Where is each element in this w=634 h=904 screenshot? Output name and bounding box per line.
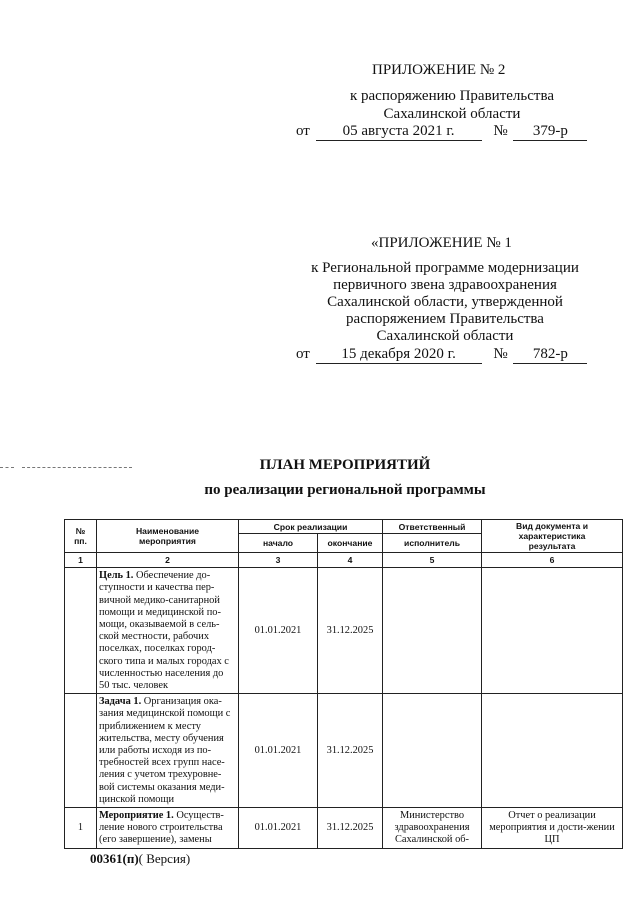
scan-mark: [0, 467, 14, 468]
from-label: от: [296, 346, 310, 362]
col-number: 3: [239, 553, 318, 568]
appendix2-title: ПРИЛОЖЕНИЕ № 2: [372, 62, 506, 78]
appendix1-line-1: первичного звена здравоохранения: [333, 277, 557, 293]
row-num: 1: [65, 808, 97, 849]
col-number: 5: [383, 553, 482, 568]
row-description: Задача 1. Организация ока-зания медицинской помощи с приближением к месту жительства, месту обучения или работы исходя из по-требностей всех групп насе-ления с учетом трехуровне-вой системы оказания меди-цинской помощи: [97, 694, 239, 808]
footer-code: [90, 851, 190, 867]
number-label: №: [493, 346, 508, 362]
header-name: Наименование мероприятия: [97, 520, 239, 553]
table-row: [65, 808, 623, 849]
row-responsible: [383, 694, 482, 808]
row-responsible: Министерство здравоохранения Сахалинской об-: [383, 808, 482, 849]
appendix1-line-3: распоряжением Правительства: [346, 311, 544, 327]
row-doc: [482, 694, 623, 808]
appendix2-line2: Сахалинской области: [383, 106, 521, 122]
plan-subtitle: по реализации региональной программы: [204, 482, 486, 498]
appendix1-line-2: Сахалинской области, утвержденной: [327, 294, 563, 310]
appendix1-line-4: Сахалинской области: [376, 328, 514, 344]
document-code: 00361(п): [90, 851, 139, 866]
header-start: начало: [239, 534, 318, 553]
row-start: 01.01.2021: [239, 694, 318, 808]
header-end: окончание: [318, 534, 383, 553]
document-version: ( Версия): [138, 851, 191, 866]
scan-mark: [22, 467, 132, 468]
col-number: 4: [318, 553, 383, 568]
appendix1-title: «ПРИЛОЖЕНИЕ № 1: [371, 235, 512, 251]
table-row: [65, 568, 623, 694]
row-num: [65, 568, 97, 694]
plan-title: ПЛАН МЕРОПРИЯТИЙ: [259, 457, 431, 473]
from-label: от: [296, 123, 310, 139]
appendix1-number: 782-р: [513, 346, 587, 364]
row-doc: Отчет о реализации мероприятия и дости-жении ЦП: [482, 808, 623, 849]
header-doc: Вид документа и характеристика результата: [482, 520, 623, 553]
header-num: № пп.: [65, 520, 97, 553]
header-responsible: Ответственный: [383, 520, 482, 534]
header-period: Срок реализации: [239, 520, 383, 534]
row-num: [65, 694, 97, 808]
row-end: 31.12.2025: [318, 568, 383, 694]
plan-table: [64, 519, 623, 849]
header-executor: исполнитель: [383, 534, 482, 553]
col-number: 1: [65, 553, 97, 568]
appendix2-number: 379-р: [513, 123, 587, 141]
col-number: 2: [97, 553, 239, 568]
row-description: Мероприятие 1. Осуществ-ление нового строительства (его завершение), замены: [97, 808, 239, 849]
row-description: Цель 1. Обеспечение до-ступности и качества пер-вичной медико-санитарной помощи и медицинской по-мощи, оказываемой в сель-ской местности, рабочих поселках, поселках город-ского типа и малых городах с численностью населения до 50 тыс. человек: [97, 568, 239, 694]
appendix2-date: 05 августа 2021 г.: [316, 123, 482, 141]
appendix2-date-line: [296, 123, 587, 141]
row-end: 31.12.2025: [318, 694, 383, 808]
appendix2-line1: к распоряжению Правительства: [349, 88, 554, 104]
row-start: 01.01.2021: [239, 808, 318, 849]
row-start: 01.01.2021: [239, 568, 318, 694]
number-label: №: [493, 123, 508, 139]
row-doc: [482, 568, 623, 694]
table-row: [65, 694, 623, 808]
col-number: 6: [482, 553, 623, 568]
row-responsible: [383, 568, 482, 694]
appendix1-date-line: [296, 346, 587, 364]
appendix1-line-0: к Региональной программе модернизации: [311, 260, 579, 276]
row-end: 31.12.2025: [318, 808, 383, 849]
appendix1-date: 15 декабря 2020 г.: [316, 346, 482, 364]
